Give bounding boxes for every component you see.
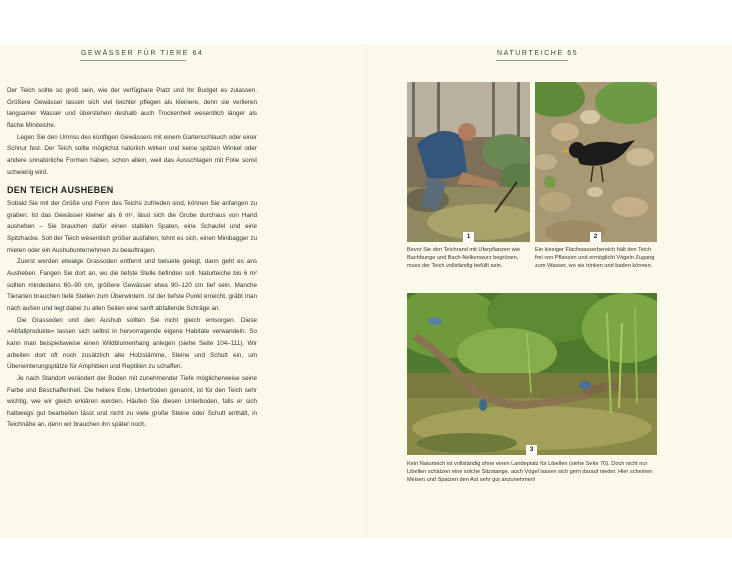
section-text bbox=[7, 198, 257, 431]
photo-number-badge: 1 bbox=[463, 232, 474, 242]
intro-paragraph: Der Teich sollte so groß sein, wie der verfügbare Platz und Ihr Budget es zulassen. Größere Gewässer lassen sich viel leichter pflegen als kleinere, denn sie verlieren langsamer Wasser und überstehen deshalb auch Trockenheit wesentlich länger als flache Miniteiche. bbox=[7, 87, 257, 129]
intro-text bbox=[7, 85, 257, 178]
section-paragraph: Zuerst werden etwaige Grassoden entfernt und beiseite gelegt, dann geht es ans Ausheben. Fangen Sie dort an, wo die tiefste Stelle befinden soll. Naturteiche bis 6 m² sollten mindestens 60–90 cm, größere Gewässer etwa 90–120 cm tief sein. Manche Tierarten brauchen tiefe Stellen zum Überwintern. Ist der tiefste Punkt erreicht, gräbt man nach außen und legt dabei zu allen Seiten eine sanft abfallende Schräge an. bbox=[7, 258, 257, 312]
section-paragraph: Sobald Sie mit der Größe und Form des Teichs zufrieden sind, können Sie anfangen zu graben. Ist das Gewässer kleiner als 6 m², lässt sich die Grube durchaus von Hand ausheben – Sie brauchen dafür einen stabilen Spaten, eine Schaufel und eine Spitzhacke. Soll der Teich wesentlich größer ausfallen, lohnt es sich, einen Minibagger zu mieten oder ein Aushubunternehmen zu beauftragen. bbox=[7, 200, 257, 254]
photo-caption-1: Bevor Sie den Teichrand mit Uferpflanzen wie Bachbunge und Bach-Nelkenwurz begrünen, muss der Teich vollständig befüllt sein. bbox=[407, 247, 521, 270]
photo-caption-3: Kein Naturteich ist vollständig ohne einen Landeplatz für Libellen (siehe Seite 70). Doch nicht nur Libellen schätzen eine solche Sitzstange, auch Vögel lassen sich gern darauf nieder. Hier scheinen Meisen und Spatzen den Ast sehr gut anzunehmen! bbox=[407, 461, 653, 484]
photo-man-at-pond-image bbox=[407, 82, 530, 242]
photo-man-at-pond bbox=[407, 82, 530, 242]
photo-blackbird-image bbox=[535, 82, 657, 242]
book-spread bbox=[0, 44, 732, 538]
page-gutter bbox=[366, 44, 367, 538]
section-title: DEN TEICH AUSHEBEN bbox=[7, 185, 114, 195]
photo-caption-2: Ein kiesiger Flachwasserbereich hält den Teich frei von Pflanzen und ermöglicht Vögeln Zugang zum Wasser, wo sie trinken und baden können. bbox=[535, 247, 655, 270]
section-paragraph: Je nach Standort verändert der Boden mit zunehmender Tiefe möglicherweise seine Farbe und Beschaffenheit. Die hellere Erde, Unterboden genannt, ist für den Teich sehr wichtig, wie wir gleich erklären werden. Häufen Sie diesen Unterboden, falls er sich halbwegs gut bearbeiten lässt und nicht zu viele große Steine oder Schutt enthält, in Teichnähe an, denn wir brauchen ihn später noch. bbox=[7, 374, 257, 429]
photo-pond-branch bbox=[407, 293, 657, 455]
photo-blackbird bbox=[535, 82, 657, 242]
intro-paragraph: Legen Sie den Umriss des künftigen Gewässers mit einem Gartenschlauch oder einer Schnur fest. Der Teich sollte möglichst natürlich wirken und keine spitzen Winkel oder andere unnatürliche Formen haben, schon allein, weil das Ausschlagen mit Folie sonst schwierig wird. bbox=[7, 133, 257, 176]
left-running-head: GEWÄSSER FÜR TIERE 64 bbox=[81, 50, 204, 57]
section-paragraph: Die Grassoden und den Aushub sollten Sie nicht gleich entsorgen. Diese »Abfallprodukte« lassen sich selbst in hervorragende eigene Habitate verwandeln. So kann man beispielsweise einen Wildblumenhang anlegen (siehe Seite 104–111). Wir arbeiten dort oft noch zusätzlich alte Holzstämme, Steine und Schutt ein, um Überwinterungsplätze für Amphibien und Reptilien zu schaffen. bbox=[7, 316, 257, 371]
left-running-head-rule bbox=[80, 60, 186, 61]
photo-number-badge: 2 bbox=[590, 232, 601, 242]
right-running-head: NATURTEICHE 65 bbox=[497, 50, 579, 57]
photo-number-badge: 3 bbox=[526, 445, 537, 455]
photo-pond-branch-image bbox=[407, 293, 657, 455]
right-running-head-rule bbox=[496, 60, 568, 61]
